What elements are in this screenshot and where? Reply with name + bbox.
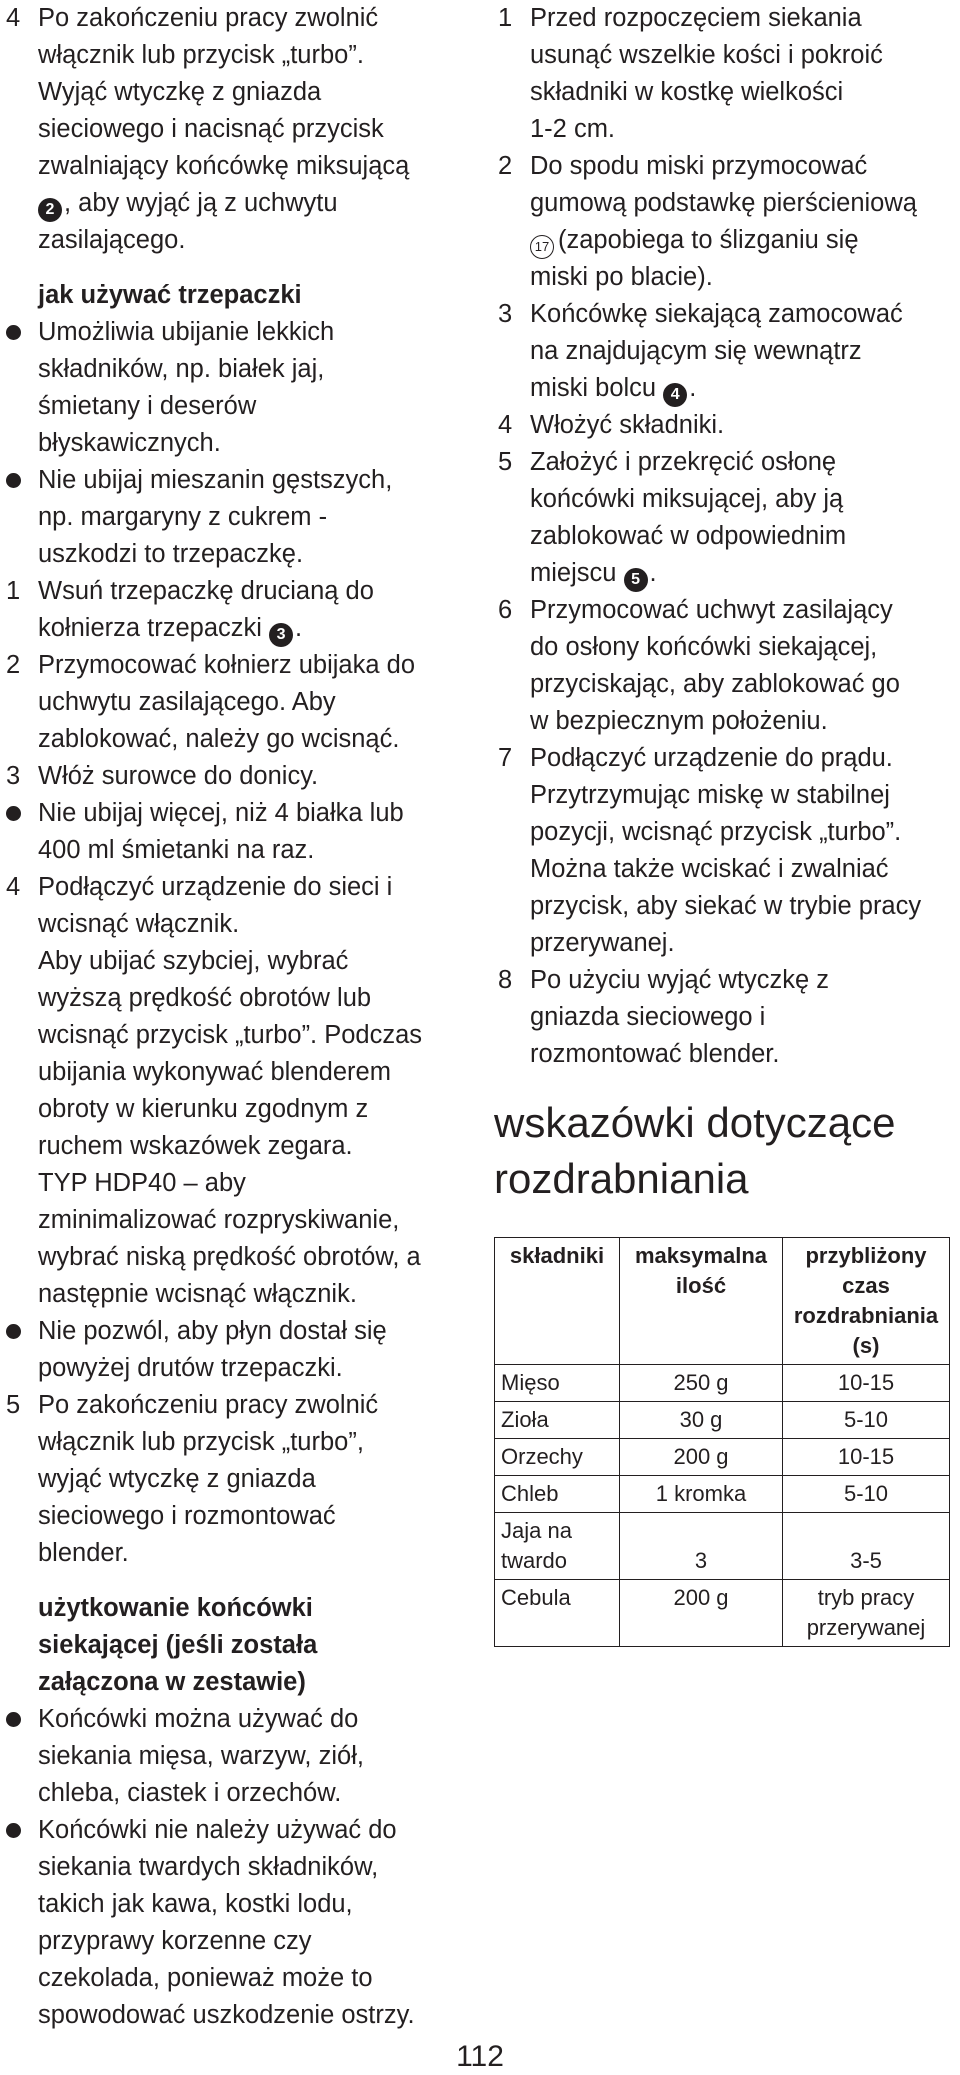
chop-step-1: 1 Przed rozpoczęciem siekania usunąć wszelkie kości i pokroić składniki w kostkę wielkości 1-2 cm. — [492, 0, 960, 148]
number-4-icon: 4 — [663, 383, 687, 407]
chopping-table — [494, 1237, 950, 1647]
step-4-finish: 4 Po zakończeniu pracy zwolnić włącznik lub przycisk „turbo”. Wyjąć wtyczkę z gniazda sieciowego i nacisnąć przycisk zwalniający końcówkę miksującą 2 , aby wyjąć ją z uchwytu zasilającego. — [0, 0, 450, 259]
table-row: Zioła 30 g 5-10 — [495, 1402, 950, 1439]
step-5: 5 Po zakończeniu pracy zwolnić włącznik lub przycisk „turbo”, wyjąć wtyczkę z gniazda sieciowego i rozmontować blender. — [0, 1387, 450, 1572]
bullet-icon — [6, 473, 21, 488]
step-number: 3 — [6, 762, 21, 790]
number-3-icon: 3 — [269, 623, 293, 647]
bullet-item: Nie ubijaj mieszanin gęstszych, np. margaryny z cukrem - uszkodzi to trzepaczkę. — [0, 462, 450, 573]
section-title-chopping-guide: wskazówki dotyczące rozdrabniania — [494, 1099, 896, 1202]
bullet-icon — [6, 1324, 21, 1339]
step-number: 4 — [6, 873, 21, 901]
number-5-icon: 5 — [624, 568, 648, 592]
step-number: 4 — [6, 4, 21, 32]
table-row: Cebula 200 g tryb pracy przerywanej — [495, 1580, 950, 1647]
header-ingredients: składniki — [495, 1238, 620, 1365]
step-number: 4 — [498, 411, 513, 439]
table-header-row — [495, 1238, 950, 1365]
bullet-icon — [6, 325, 21, 340]
section-heading-chopper: użytkowanie końcówki siekającej (jeśli została załączona w zestawie) — [38, 1594, 318, 1696]
chop-step-7: 7 Podłączyć urządzenie do prądu. Przytrzymując miskę w stabilnej pozycji, wcisnąć przycisk „turbo”. Można także wciskać i zwalniać przycisk, aby siekać w trybie pracy przerywanej. — [492, 740, 960, 962]
header-max-amount: maksymalna ilość — [620, 1238, 783, 1365]
chop-step-8: 8 Po użyciu wyjąć wtyczkę z gniazda sieciowego i rozmontować blender. — [492, 962, 960, 1073]
right-column — [492, 0, 960, 1647]
step-2: 2 Przymocować kołnierz ubijaka do uchwytu zasilającego. Aby zablokować, należy go wcisnąć. — [0, 647, 450, 758]
left-column — [0, 0, 450, 2034]
bullet-item: Umożliwia ubijanie lekkich składników, np. białek jaj, śmietany i deserów błyskawicznych. — [0, 314, 450, 462]
table-row: Mięso 250 g 10-15 — [495, 1365, 950, 1402]
chop-step-5: 5 Założyć i przekręcić osłonę końcówki miksującej, aby ją zablokować w odpowiednim miejscu 5 . — [492, 444, 960, 592]
bullet-item: Nie ubijaj więcej, niż 4 białka lub 400 ml śmietanki na raz. — [0, 795, 450, 869]
bullet-item: Końcówki nie należy używać do siekania twardych składników, takich jak kawa, kostki lodu, przyprawy korzenne czy czekolada, ponieważ może to spowodować uszkodzenie ostrzy. — [0, 1812, 450, 2034]
step-number: 6 — [498, 596, 513, 624]
bullet-icon — [6, 806, 21, 821]
step-number: 8 — [498, 966, 513, 994]
bullet-icon — [6, 1712, 21, 1727]
step-4: 4 Podłączyć urządzenie do sieci i wcisnąć włącznik. Aby ubijać szybciej, wybrać wyższą prędkość obrotów lub wcisnąć przycisk „turbo”. Podczas ubijania wykonywać blenderem obroty w kierunku zgodnym z ruchem wskazówek zegara. TYP HDP40 – aby zminimalizować rozpryskiwanie, wybrać niską prędkość obrotów, a następnie wcisnąć włącznik. — [0, 869, 450, 1313]
step-number: 2 — [6, 651, 21, 679]
step-number: 5 — [6, 1391, 21, 1419]
step-number: 1 — [498, 4, 513, 32]
header-time: przybliżony czas rozdrabniania (s) — [783, 1238, 950, 1365]
page-number: 112 — [456, 2040, 504, 2073]
step-3: 3 Włóż surowce do donicy. — [0, 758, 450, 795]
number-2-icon: 2 — [38, 198, 62, 222]
bullet-item: Końcówki można używać do siekania mięsa, warzyw, ziół, chleba, ciastek i orzechów. — [0, 1701, 450, 1812]
step-number: 1 — [6, 577, 21, 605]
step-number: 3 — [498, 300, 513, 328]
chop-step-6: 6 Przymocować uchwyt zasilający do osłony końcówki siekającej, przyciskając, aby zablokować go w bezpiecznym położeniu. — [492, 592, 960, 740]
step-number: 2 — [498, 152, 513, 180]
table-row: Jaja na twardo 3 3-5 — [495, 1513, 950, 1580]
step-number: 5 — [498, 448, 513, 476]
step-1: 1 Wsuń trzepaczkę drucianą do kołnierza trzepaczki 3 . — [0, 573, 450, 647]
chop-step-2: 2 Do spodu miski przymocować gumową podstawkę pierścieniową 17 (zapobiega to ślizganiu się miski po blacie). — [492, 148, 960, 296]
table-row: Chleb 1 kromka 5-10 — [495, 1476, 950, 1513]
section-heading-whisk: jak używać trzepaczki — [38, 281, 302, 309]
chop-step-3: 3 Końcówkę siekającą zamocować na znajdującym się wewnątrz miski bolcu 4 . — [492, 296, 960, 407]
number-17-icon: 17 — [530, 235, 554, 259]
table-row: Orzechy 200 g 10-15 — [495, 1439, 950, 1476]
bullet-item: Nie pozwól, aby płyn dostał się powyżej drutów trzepaczki. — [0, 1313, 450, 1387]
step-number: 7 — [498, 744, 513, 772]
chop-step-4: 4 Włożyć składniki. — [492, 407, 960, 444]
bullet-icon — [6, 1823, 21, 1838]
